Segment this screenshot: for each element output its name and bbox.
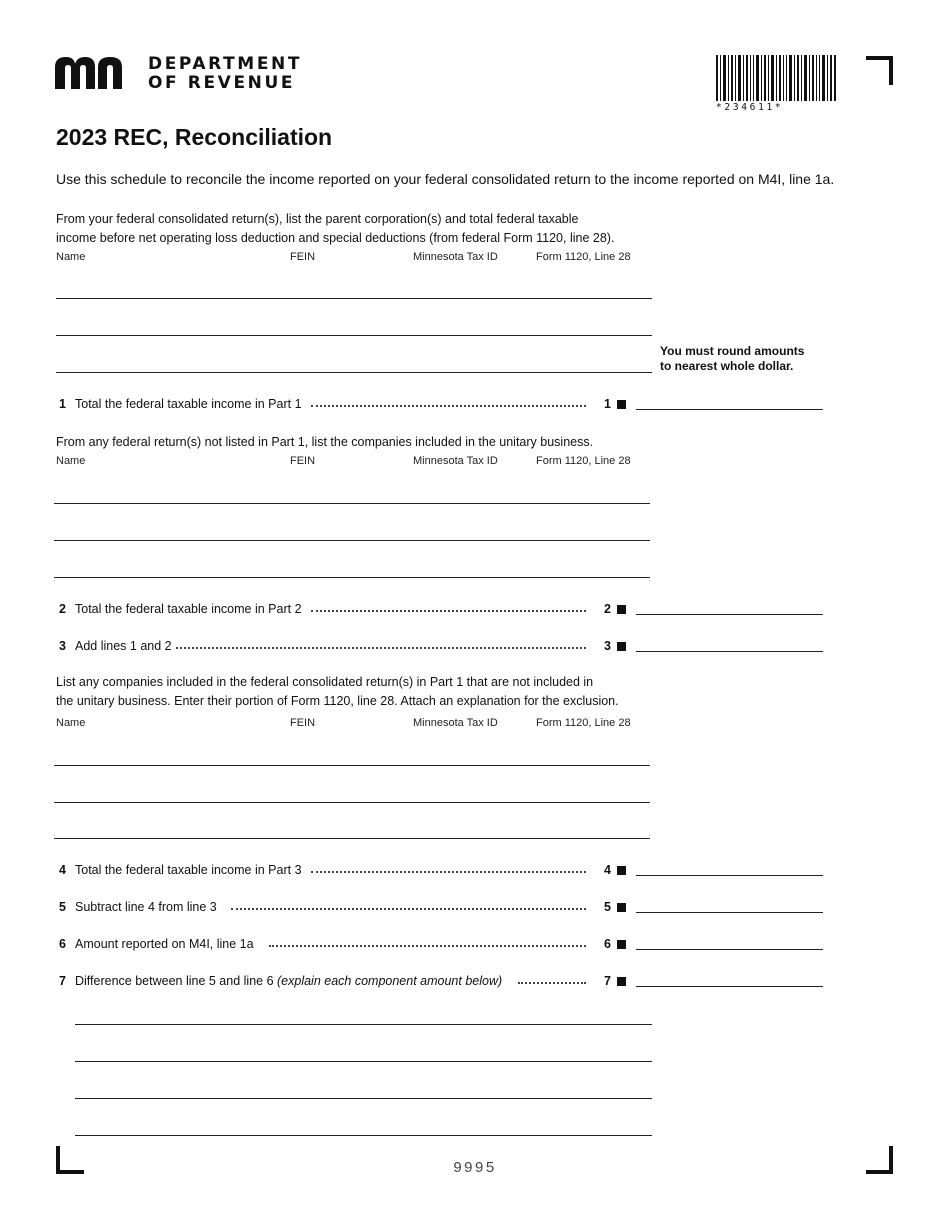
page-title: 2023 REC, Reconciliation [56,124,333,150]
square-marker-icon [617,977,626,986]
line-label: Total the federal taxable income in Part 2 [75,602,302,616]
line-4-amount-field[interactable] [636,875,823,876]
leader-dots [176,647,586,649]
logo-text-department: DEPARTMENT [148,54,303,74]
line-label: Subtract line 4 from line 3 [75,900,217,914]
part2-entry-line[interactable] [54,540,650,541]
leader-dots [231,908,586,910]
line-4 [56,863,626,879]
rounding-note: You must round amounts to nearest whole dollar. [660,344,805,373]
part1-entry-line[interactable] [56,335,652,336]
line-ref: 6 [604,937,611,951]
line-5-amount-field[interactable] [636,912,823,913]
line-3-amount-field[interactable] [636,651,823,652]
part3-entry-line[interactable] [54,802,650,803]
intro-text: Use this schedule to reconcile the income reported on your federal consolidated return to the income reported on M4I, line 1a. [56,171,835,187]
col-header-form-line: Form 1120, Line 28 [536,717,631,729]
part2-entry-line[interactable] [54,577,650,578]
crop-mark-top-right [889,56,893,85]
barcode-icon [716,55,836,101]
col-header-name: Name [56,455,86,467]
line-ref: 1 [604,397,611,411]
line-1-amount-field[interactable] [636,409,823,410]
square-marker-icon [617,903,626,912]
part1-entry-line[interactable] [56,298,652,299]
col-header-mn-tax-id: Minnesota Tax ID [413,717,498,729]
part1-instructions: From your federal consolidated return(s), list the parent corporation(s) and total federal taxable income before net operating loss deduction and special deductions (from federal Form 1120, line 28). [56,212,615,245]
part3-instructions: List any companies included in the federal consolidated return(s) in Part 1 that are not included in the unitary business. Enter their portion of Form 1120, line 28. Attach an explanation for the exclusion. [56,675,619,708]
square-marker-icon [617,940,626,949]
line-ref: 4 [604,863,611,877]
form-number: 9995 [453,1159,497,1176]
square-marker-icon [617,400,626,409]
line-label: Total the federal taxable income in Part 3 [75,863,302,877]
col-header-fein: FEIN [290,455,316,467]
barcode-number: *234611* [716,102,784,113]
col-header-name: Name [56,251,86,263]
line-label-italic: (explain each component amount below) [277,974,503,988]
leader-dots [518,982,586,984]
mn-logo-icon [55,55,135,91]
line-number: 7 [59,974,66,988]
leader-dots [311,405,586,407]
line-7-amount-field[interactable] [636,986,823,987]
part3-entry-line[interactable] [54,838,650,839]
part1-entry-line[interactable] [56,372,652,373]
line-6 [56,937,626,953]
line-3 [56,639,626,655]
logo-text-of-revenue: OF REVENUE [148,73,296,93]
explanation-line[interactable] [75,1024,652,1025]
explanation-line[interactable] [75,1061,652,1062]
line-number: 6 [59,937,66,951]
line-number: 5 [59,900,66,914]
line-1 [56,397,626,413]
col-header-mn-tax-id: Minnesota Tax ID [413,251,498,263]
line-label: Total the federal taxable income in Part 1 [75,397,302,411]
line-6-amount-field[interactable] [636,949,823,950]
col-header-mn-tax-id: Minnesota Tax ID [413,455,498,467]
line-5 [56,900,626,916]
col-header-form-line: Form 1120, Line 28 [536,251,631,263]
line-ref: 3 [604,639,611,653]
square-marker-icon [617,866,626,875]
line-ref: 2 [604,602,611,616]
line-ref: 7 [604,974,611,988]
leader-dots [311,871,586,873]
leader-dots [269,945,586,947]
line-7 [56,974,626,990]
col-header-fein: FEIN [290,717,316,729]
col-header-fein: FEIN [290,251,316,263]
part3-entry-line[interactable] [54,765,650,766]
leader-dots [311,610,586,612]
line-label: Amount reported on M4I, line 1a [75,937,254,951]
line-number: 4 [59,863,66,877]
square-marker-icon [617,642,626,651]
line-label: Add lines 1 and 2 [75,639,172,653]
square-marker-icon [617,605,626,614]
col-header-name: Name [56,717,86,729]
line-2 [56,602,626,618]
col-header-form-line: Form 1120, Line 28 [536,455,631,467]
line-number: 1 [59,397,66,411]
line-number: 3 [59,639,66,653]
line-2-amount-field[interactable] [636,614,823,615]
part2-entry-line[interactable] [54,503,650,504]
line-ref: 5 [604,900,611,914]
explanation-line[interactable] [75,1135,652,1136]
line-label: Difference between line 5 and line 6 (explain each component amount below) [75,974,503,988]
part2-instructions: From any federal return(s) not listed in Part 1, list the companies included in the unitary business. [56,435,594,449]
line-number: 2 [59,602,66,616]
explanation-line[interactable] [75,1098,652,1099]
